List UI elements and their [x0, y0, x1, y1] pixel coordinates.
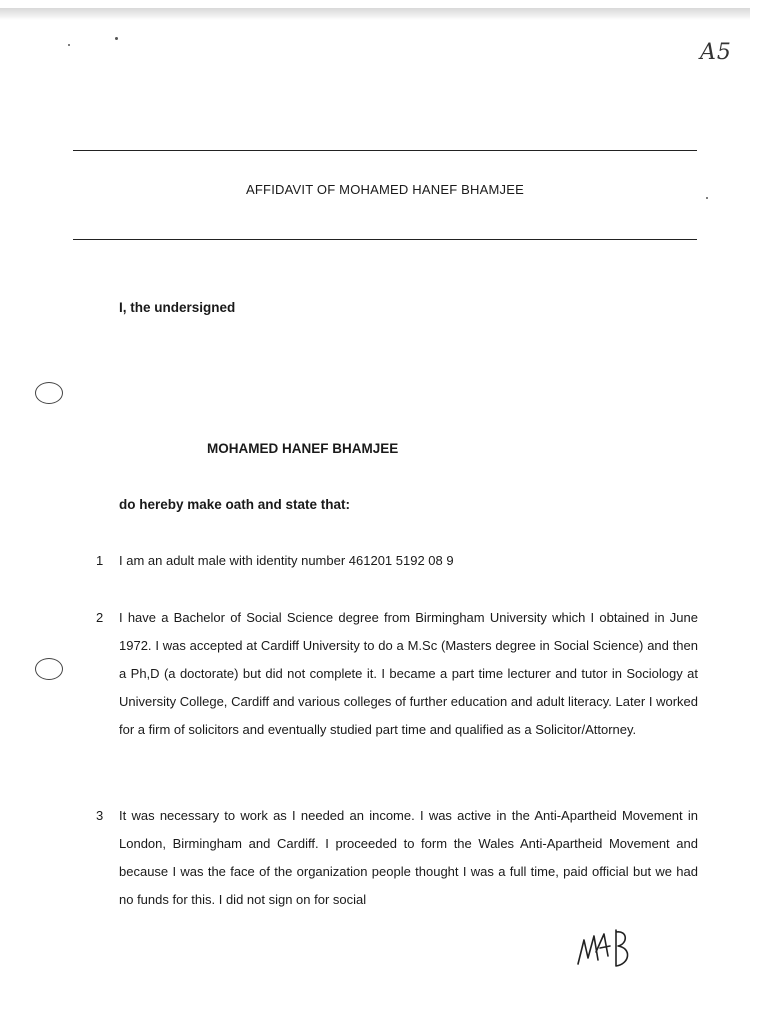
paragraph-text: I am an adult male with identity number 461201 5192 08 9 — [119, 553, 454, 568]
document-title: AFFIDAVIT OF MOHAMED HANEF BHAMJEE — [246, 182, 524, 197]
handwritten-signature — [576, 922, 656, 972]
deponent-name: MOHAMED HANEF BHAMJEE — [207, 441, 399, 456]
punch-hole-top — [35, 382, 63, 404]
page-marker: A5 — [700, 40, 732, 65]
scan-top-edge — [0, 8, 750, 20]
paragraph-3 — [96, 802, 698, 914]
scan-speck — [68, 44, 70, 46]
paragraph-number: 1 — [96, 553, 104, 568]
oath-line: do hereby make oath and state that: — [119, 497, 351, 512]
paragraph-text: It was necessary to work as I needed an income. I was active in the Anti-Apartheid Movement in London, Birmingham and Cardiff. I proceeded to form the Wales Anti-Apartheid Movement and because I was the face of the organization people thought I was a full time, paid official but we had no funds for this. I did not sign on for social — [119, 808, 698, 907]
paragraph-number: 2 — [96, 610, 104, 625]
scan-speck — [706, 197, 708, 199]
paragraph-number: 3 — [96, 808, 104, 823]
title-rule-top — [73, 150, 697, 151]
scan-speck — [115, 37, 118, 40]
intro-line: I, the undersigned — [119, 300, 236, 315]
title-rule-bottom — [73, 239, 697, 240]
punch-hole-bottom — [35, 658, 63, 680]
paragraph-2 — [96, 604, 698, 744]
paragraph-1 — [96, 547, 698, 575]
paragraph-text: I have a Bachelor of Social Science degree from Birmingham University which I obtained in June 1972. I was accepted at Cardiff University to do a M.Sc (Masters degree in Social Science) and then a Ph,D (a doctorate) but did not complete it. I became a part time lecturer and tutor in Sociology at University College, Cardiff and various colleges of further education and adult literacy. Later I worked for a firm of solicitors and eventually studied part time and qualified as a Solicitor/Attorney. — [119, 610, 698, 737]
